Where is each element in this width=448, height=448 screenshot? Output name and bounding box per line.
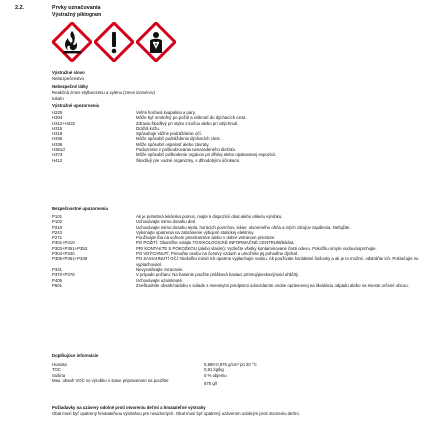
precaution-row: P304+P340 PO VDÝCHNUTÍ: Presuňte osobu na čerstvý vzduch a umožnite jej pohodlne dýchať. [52, 251, 299, 257]
supplementary-row: Hustota 0,860-0,875 g/cm³ pri 20 °C [52, 362, 257, 367]
hazard-row: H336 Môže spôsobiť ospalosť alebo závraty. [52, 141, 210, 147]
hazard-row: H412 Škodlivý pre vodné organizmy, s dlhodobými účinkami. [52, 157, 241, 163]
hazard-statements-list [52, 110, 422, 163]
hazard-row: H335 Môže spôsobiť podráždenie dýchacích ciest. [52, 136, 221, 142]
hazard-row: H304 Môže byť smrteľný po požití a vniknutí do dýchacích ciest. [52, 115, 247, 121]
supplementary-list [52, 362, 422, 386]
closures-text: Obal musí byť opatrený hmatateľnou výstrahou pre nevidomých. Obal musí byť opatrený uzáverom odolným proti otvoreniu deťmi. [52, 411, 300, 416]
hazardous-label: Nebezpečné látky [52, 84, 89, 89]
precaution-row: P501 Zneškodnite obsah/nádobu v súlade s miestnymi predpismi odovzdaním osobe oprávnenej na likvidáciu odpadu alebo na mieste určené obcou. [52, 282, 409, 288]
section-number: 2.2. [15, 5, 24, 11]
hazard-row: H312+H332 Zdraviu škodlivý pri styku s kožou alebo pri vdýchnutí. [52, 120, 239, 126]
hazardous-line-1: Reakčná zmes etylbenzénu a xylénu (zmes izomérov) [52, 90, 155, 95]
closures-label: Požiadavky na uzávery odolné proti otvoreniu deťmi a hmatateľné výstrahy [52, 405, 206, 410]
section-title: Prvky označovania [52, 5, 101, 11]
precaution-row: P101 Ak je potrebná lekárska pomoc, majte k dispozícii obal alebo etiketu výrobku. [52, 214, 283, 219]
hazard-row: H361d Podozrenie z poškodzovania nenarodeného dieťaťa. [52, 147, 236, 153]
supplementary-label: Doplňujúce informácie [52, 353, 99, 358]
hazard-label: Výstražné upozornenia [52, 103, 100, 108]
precaution-row: P102 Uchovávajte mimo dosahu detí. [52, 219, 197, 225]
precaution-row: P243 Vykonajte opatrenia na zabránenie výbojom statickej elektriny. [52, 229, 255, 235]
exclamation-icon [94, 22, 134, 62]
hazard-row: H373 Môže spôsobiť poškodenie orgánov pri dlhšej alebo opakovanej expozícii. [52, 152, 277, 158]
precaution-row: P303+P361+P353 PRI KONTAKTE S POKOŽKOU (alebo vlasmi): Vyzlečte všetky kontaminované časti odevu. Pokožku omyte vodou/osprchujte. [52, 245, 377, 251]
pictogram-row [52, 22, 192, 62]
precaution-row: P305+P351+P338 PO ZASIAHNUTÍ OČÍ: Niekoľko minút ich opatrne vyplachujte vodou. Ak používate kontaktné šošovky a ak je to možné, odstráňte ich. Pokračujte vo vyplachovaní. [52, 256, 419, 267]
supplementary-row: Max. obsah VOC vo výrobku v stave pripravenom na použitie 875 g/l [52, 377, 217, 386]
hazard-row: H319 Spôsobuje vážne podráždenie očí. [52, 131, 202, 137]
precaution-row: P301+P310 PO POŽITÍ: Okamžite volajte TOXIKOLOGICKÉ INFORMAČNÉ CENTRUM/lekára. [52, 240, 295, 246]
hazard-row: H315 Dráždi kožu. [52, 125, 160, 131]
flame-icon [52, 22, 92, 62]
health-hazard-icon [136, 22, 176, 62]
supplementary-row: TOC 0,91 kg/kg [52, 367, 224, 373]
signal-word-value: Nebezpečenstvo [52, 76, 85, 81]
signal-word-label: Výstražné slovo [52, 70, 85, 75]
precaution-row: P271 Používajte iba na voľnom priestranstve alebo v dobre vetranom priestore. [52, 235, 276, 241]
supplementary-row: Sušina 0 % objemu [52, 372, 227, 378]
hazardous-line-2: toluén [52, 96, 64, 101]
precaution-label: Bezpečnostné upozornenia [52, 206, 108, 211]
precaution-row: P331 Nevyvolávajte zvracanie. [52, 266, 184, 272]
pictogram-heading: Výstražný piktogram [52, 12, 102, 18]
precaution-row: P370+P378 V prípade požiaru: Na hasenie použite prášková hasiaci prístroj/pieskový/oxid uhličitý. [52, 272, 300, 278]
precaution-row: P210 Uchovávajte mimo dosahu tepla, horúcich povrchov, iskier, otvoreného ohňa a iných zdrojov zapálenia. Nefajčite. [52, 224, 351, 230]
hazard-row: H225 Veľmi horľavá kvapalina a pary. [52, 110, 196, 115]
precaution-list [52, 214, 422, 288]
precaution-row: P405 Uchovávajte uzamknuté. [52, 277, 184, 283]
